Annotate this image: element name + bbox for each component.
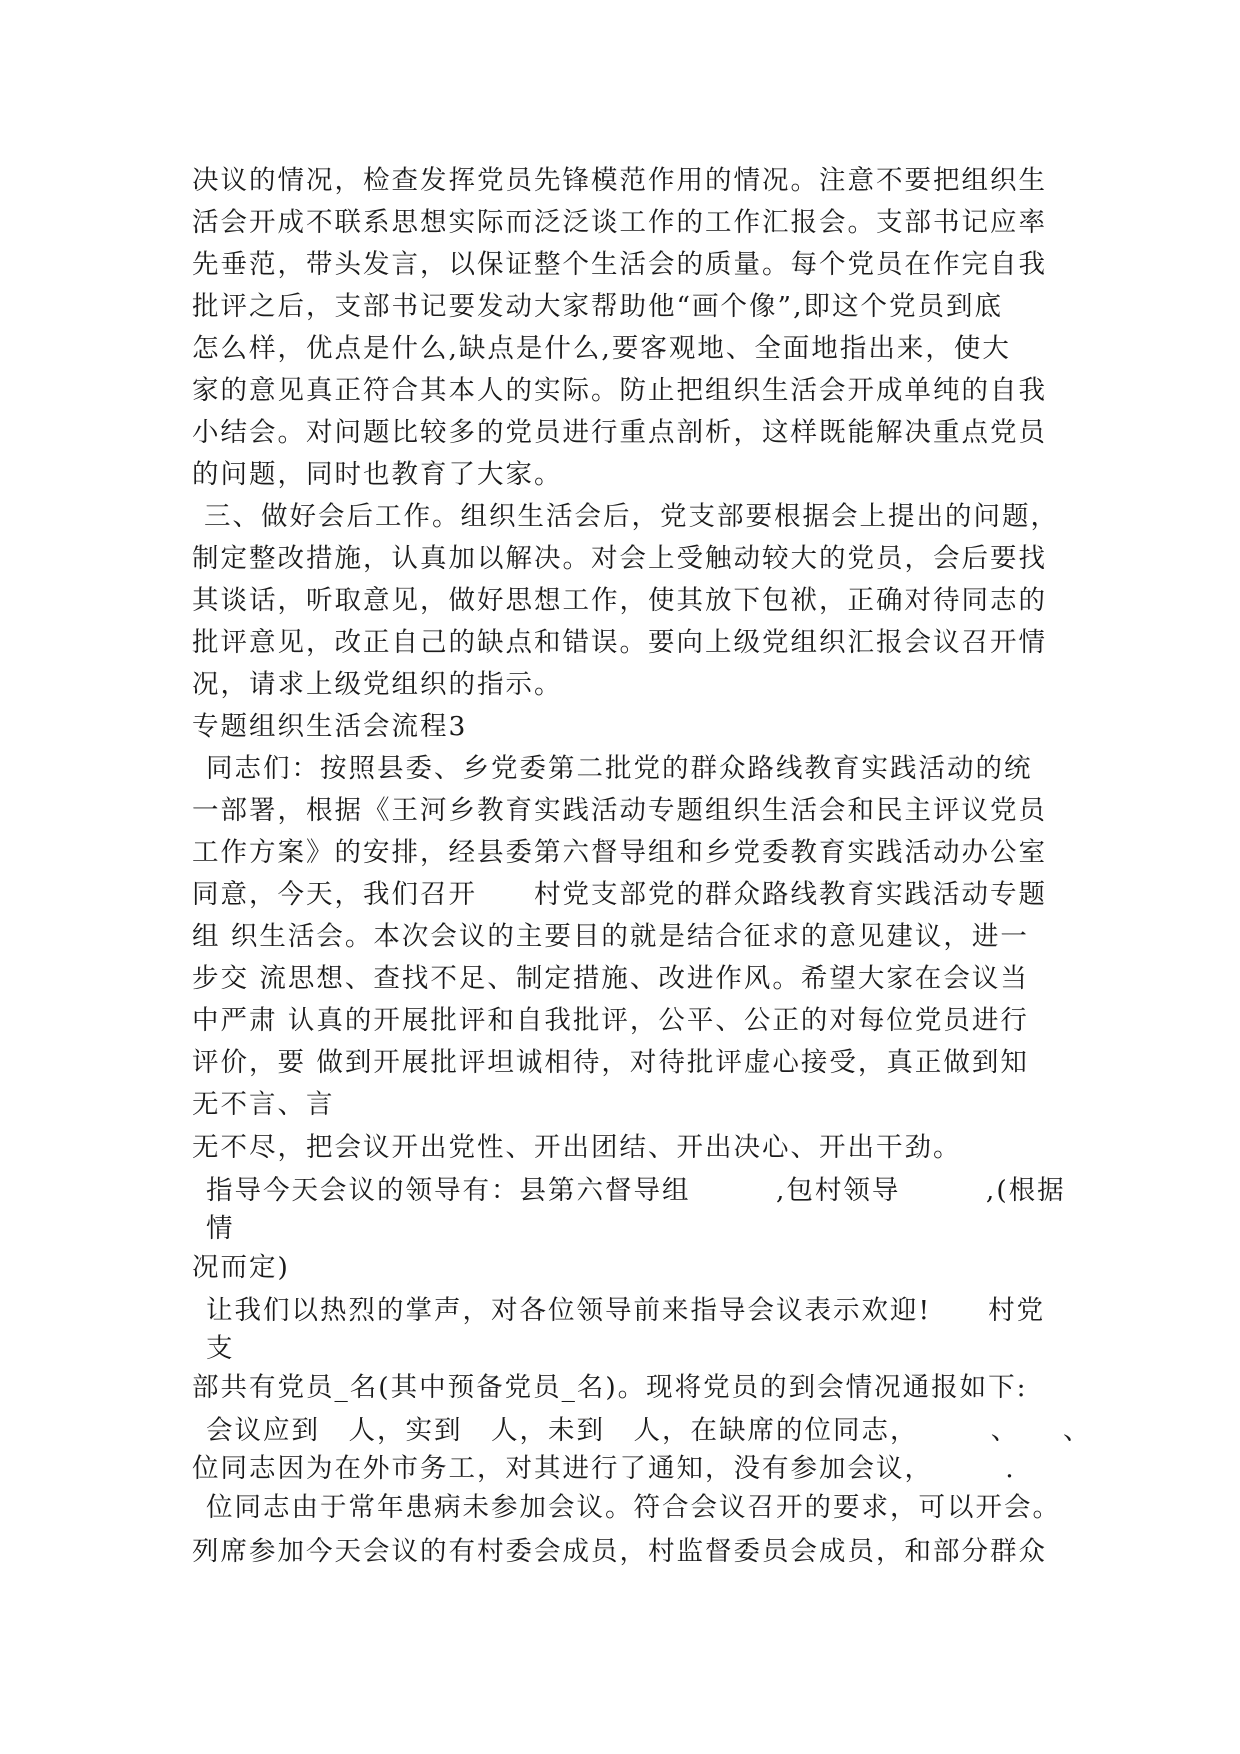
text-line: 一部署，根据《王河乡教育实践活动专题组织生活会和民主评议党员 <box>192 795 1047 826</box>
text-line: 情 <box>206 1213 235 1244</box>
text-line: 先垂范，带头发言，以保证整个生活会的质量。每个党员在作完自我 <box>192 249 1047 280</box>
text-line: 况，请求上级党组织的指示。 <box>192 669 563 700</box>
text-line: 同意，今天，我们召开 村党支部党的群众路线教育实践活动专题 <box>192 879 1047 910</box>
text-line: 无不尽，把会议开出党性、开出团结、开出决心、开出干劲。 <box>192 1132 962 1163</box>
text-line: 指导今天会议的领导有：县第六督导组 ,包村领导 ,(根据 <box>206 1175 1066 1206</box>
text-line: 工作方案》的安排，经县委第六督导组和乡党委教育实践活动办公室 <box>192 837 1047 868</box>
text-line: 制定整改措施，认真加以解决。对会上受触动较大的党员，会后要找 <box>192 543 1047 574</box>
text-line: 让我们以热烈的掌声，对各位领导前来指导会议表示欢迎! 村党 <box>206 1295 1046 1326</box>
text-line: 中严肃 认真的开展批评和自我批评，公平、公正的对每位党员进行 <box>192 1005 1029 1036</box>
text-line: 同志们：按照县委、乡党委第二批党的群众路线教育实践活动的统 <box>206 753 1033 784</box>
text-line: 组 织生活会。本次会议的主要目的就是结合征求的意见建议，进一 <box>192 921 1029 952</box>
text-line: 评价，要 做到开展批评坦诚相待，对待批评虚心接受，真正做到知 <box>192 1047 1029 1078</box>
text-line: 部共有党员_名(其中预备党员_名)。现将党员的到会情况通报如下: <box>192 1372 1028 1403</box>
text-line: 位同志因为在外市务工，对其进行了通知，没有参加会议， . <box>192 1453 1016 1484</box>
text-line: 决议的情况，检查发挥党员先锋模范作用的情况。注意不要把组织生 <box>192 165 1047 196</box>
text-line: 小结会。对问题比较多的党员进行重点剖析，这样既能解决重点党员 <box>192 417 1047 448</box>
text-line: 无不言、言 <box>192 1089 335 1120</box>
text-line: 列席参加今天会议的有村委会成员，村监督委员会成员，和部分群众 <box>192 1536 1047 1567</box>
document-subtitle: 专题组织生活会流程3 <box>192 711 468 742</box>
text-line: 批评之后，支部书记要发动大家帮助他“画个像”,即这个党员到底 <box>192 291 1004 322</box>
text-line: 其谈话，听取意见，做好思想工作，使其放下包袱，正确对待同志的 <box>192 585 1047 616</box>
section-heading-line: 三、做好会后工作。组织生活会后，党支部要根据会上提出的问题， <box>204 501 1059 532</box>
text-line: 活会开成不联系思想实际而泛泛谈工作的工作汇报会。支部书记应率 <box>192 207 1047 238</box>
text-line: 怎么样，优点是什么,缺点是什么,要客观地、全面地指出来，使大 <box>192 333 1011 364</box>
text-line: 况而定) <box>192 1252 290 1283</box>
text-line: 批评意见，改正自己的缺点和错误。要向上级党组织汇报会议召开情 <box>192 627 1047 658</box>
text-line: 家的意见真正符合其本人的实际。防止把组织生活会开成单纯的自我 <box>192 375 1047 406</box>
text-line: 步交 流思想、查找不足、制定措施、改进作风。希望大家在会议当 <box>192 963 1029 994</box>
text-line: 的问题，同时也教育了大家。 <box>192 459 563 490</box>
text-line: 位同志由于常年患病未参加会议。符合会议召开的要求，可以开会。 <box>206 1492 1061 1523</box>
text-line: 会议应到 人，实到 人，未到 人，在缺席的位同志， 、 、 <box>206 1415 1092 1446</box>
text-line: 支 <box>206 1333 235 1364</box>
document-body <box>192 160 1092 1574</box>
